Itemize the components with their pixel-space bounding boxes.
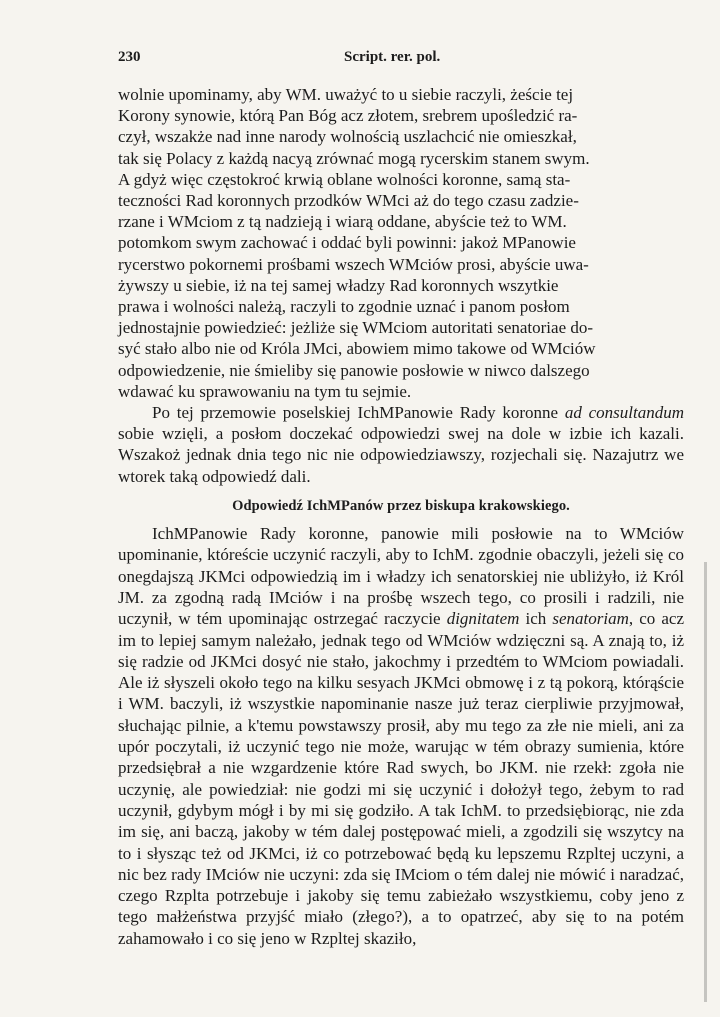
page-number: 230 — [118, 49, 141, 65]
paragraph-1 — [118, 84, 684, 402]
text-line: tak się Polacy z każdą nacyą zrównać mogą rycerskim stanem swym. — [118, 148, 590, 168]
text-line: rycerstwo pokornemi prośbami wszech WMciów prosi, abyście uwa- — [118, 254, 589, 274]
section-heading: Odpowiedź IchMPanów przez biskupa krakowskiego. — [232, 497, 570, 514]
text-line: żywszy u siebie, iż na tej samej władzy Rad koronnych wszytkie — [118, 275, 559, 295]
text-line: prawa i wolności należą, raczyli to zgodnie uznać i panom posłom — [118, 297, 570, 317]
text-line: jednostajnie powiedzieć: jeżliże się WMciom autoritati senatoriae do- — [118, 318, 594, 338]
latin-term-senatoriam: senatoriam — [552, 609, 629, 629]
latin-phrase: ad consultandum — [564, 403, 685, 423]
paragraph-3-text-c: , co acz im to lepiej samym należało, jednak tego od WMciów wdzięczni są. A znają to, iż się radzie od JKMci dosyć nie stało, jakochmy i przedtém to WMciom powiadali. Ale iż słyszeli około tego na kilku sesyach JKMci obmowę i z tą pokorą, którąście i WM. baczyli, iż wszystkie napominanie nasze już teraz cierpliwie przyjmował, słuchając pilnie, a k'temu powstawszy prosił, aby mu tego za złe nie mieli, ani za upór poczytali, iż uczynić tego nie może, warując w tém obrazy sumienia, które przedsiębrał a nie wzgardzenie które Rad swych, bo JKM. nie rzekł: zgoła nie uczynię, ale powiedział: nie godzi mi się uczynić i dołożył tego, żebym to rad uczynił, gdybym mógł i by mi się godziło. A tak IchM. to przedsiębiorąc, nie zda im się, ani baczą, jakoby w tém dalej postępować mieli, a zgodzili się wszytcy na to i słysząc też od JKMci, iż co potrzebować będą ku lepszemu Rzpltej uczyni, a nic bez rady IMciów nie uczyni: zda się IMciom o tém dalej nie mówić i naradzać, czego Rzplta potrzebuje i jakoby się temu zabieżało wszystkiemu, coby jeno z tego małżeństwa przyjść miało (złego?), a to opatrzeć, aby się to na potém zahamowało i co się jeno w Rzpltej skaziło, — [118, 609, 684, 948]
text-line: wdawać ku sprawowaniu na tym tu sejmie. — [118, 381, 412, 401]
paragraph-3-text-a: IchMPanowie Rady koronne, panowie mili posłowie na to WMciów upominanie, któreście uczynić raczyli, aby to IchM. zgodnie obaczyli, jeżeli się co onegdajszą JKMci odpowiedzią im i władzy ich senatorskiej nie ubliżyło, iż Król JM. za zgodną radą IMciów i na prośbę wszech tego, co prosili i radzili, nie uczynił, w tém upominając ostrzegać raczycie — [118, 524, 684, 629]
body-text — [118, 84, 684, 949]
text-line: rzane i WMciom z tą nadzieją i wiarą oddane, abyście też to WM. — [118, 212, 567, 232]
text-line: syć stało albo nie od Króla JMci, abowiem mimo takowe od WMciów — [118, 339, 596, 359]
text-line: potomkom swym zachować i oddać byli powinni: jakoż MPanowie — [118, 233, 576, 253]
paragraph-2-text-a: Po tej przemowie poselskiej IchMPanowie Rady koronne — [152, 403, 565, 423]
text-line: teczności Rad koronnych przodków WMci aż do tego czasu zadzie- — [118, 191, 579, 211]
paragraph-2-text-b: sobie wzięli, a posłom doczekać odpowiedzi swej na dole w izbie ich kazali. Wszakoż jednak dnia tego nic nie odpowiedziawszy, rozjechali się. Nazajutrz we wtorek taką odpowiedź dali. — [118, 424, 684, 486]
paragraph-3 — [118, 523, 684, 949]
text-line: odpowiedzenie, nie śmieliby się panowie posłowie w niwco dalszego — [118, 360, 590, 380]
binding-edge-line — [704, 562, 707, 1002]
paragraph-2 — [118, 402, 684, 487]
running-title: Script. rer. pol. — [344, 49, 441, 65]
text-line: wolnie upominamy, aby WM. uważyć to u siebie raczyli, żeście tej — [118, 85, 574, 104]
latin-term-dignitatem: dignitatem — [446, 609, 520, 629]
page-header — [118, 49, 678, 73]
paragraph-3-text-b: ich — [519, 609, 553, 629]
text-line: czył, wszakże nad inne narody wolnością uszlachcić nie omieszkał, — [118, 127, 577, 147]
text-line: Korony synowie, którą Pan Bóg acz złotem, srebrem upośledzić ra- — [118, 106, 578, 126]
text-line: A gdyż więc częstokroć krwią oblane wolności koronne, samą sta- — [118, 169, 571, 189]
